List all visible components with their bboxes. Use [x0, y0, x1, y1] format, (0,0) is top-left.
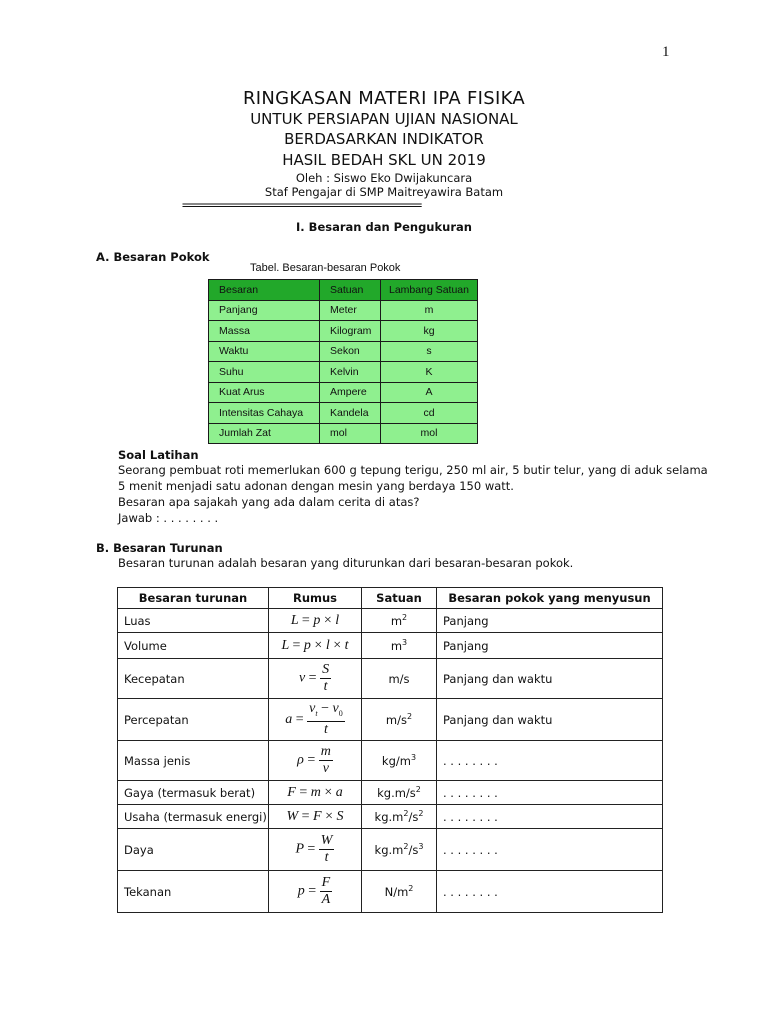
- table-cell: mol: [381, 423, 478, 444]
- section-heading-i: I. Besaran dan Pengukuran: [296, 220, 472, 234]
- affiliation-line: Staf Pengajar di SMP Maitreyawira Batam: [264, 185, 504, 199]
- base-quantities: Panjang dan waktu: [437, 699, 663, 741]
- exercise-question: Besaran apa sajakah yang ada dalam cerita di atas?: [118, 495, 420, 509]
- separator-line: ============================================: [182, 198, 421, 212]
- unit-cell: $N/m^2$: [362, 871, 437, 913]
- quantity-name: Volume: [118, 633, 269, 659]
- unit-cell: $kg.m^2/s^3$: [362, 829, 437, 871]
- table-row: [209, 321, 478, 342]
- unit-cell: $m^3$: [362, 633, 437, 659]
- base-quantities: . . . . . . . .: [437, 805, 663, 829]
- document-title: RINGKASAN MATERI IPA FISIKA: [243, 88, 525, 109]
- table-row: [209, 300, 478, 321]
- formula-daya: P = $\frac{W}{t}$: [269, 829, 362, 871]
- exercise-text-2: 5 menit menjadi satu adonan dengan mesin yang berdaya 150 watt.: [118, 479, 514, 493]
- column-header: Rumus: [269, 588, 362, 609]
- base-quantities: . . . . . . . .: [437, 781, 663, 805]
- table-row: [118, 805, 663, 829]
- table-cell: Kilogram: [320, 321, 381, 342]
- table-cell: Meter: [320, 300, 381, 321]
- unit-cell: m/s: [362, 659, 437, 699]
- quantity-name: Gaya (termasuk berat): [118, 781, 269, 805]
- table-cell: A: [381, 382, 478, 403]
- document-subtitle-2: BERDASARKAN INDIKATOR: [284, 130, 484, 148]
- table-row: [209, 382, 478, 403]
- formula-usaha: W = F × S: [269, 805, 362, 829]
- table-row: [118, 781, 663, 805]
- base-quantities: Panjang: [437, 609, 663, 633]
- unit-cell: $m^2$: [362, 609, 437, 633]
- derived-definition: Besaran turunan adalah besaran yang diturunkan dari besaran-besaran pokok.: [118, 556, 574, 570]
- table-row: [118, 633, 663, 659]
- table-row: [209, 423, 478, 444]
- section-heading-b: B. Besaran Turunan: [96, 541, 223, 555]
- page-number: 1: [662, 44, 670, 60]
- table-cell: mol: [320, 423, 381, 444]
- formula-volume: L = p × l × t: [269, 633, 362, 659]
- table-cell: Ampere: [320, 382, 381, 403]
- unit-cell: $kg/m^3$: [362, 741, 437, 781]
- table-cell: Kandela: [320, 403, 381, 424]
- table-row: [118, 871, 663, 913]
- quantity-name: Massa jenis: [118, 741, 269, 781]
- base-quantities: . . . . . . . .: [437, 871, 663, 913]
- table-row: [118, 699, 663, 741]
- unit-cell: $m/s^2$: [362, 699, 437, 741]
- column-header: Besaran turunan: [118, 588, 269, 609]
- table-row: [209, 362, 478, 383]
- formula-massa-jenis: ρ = $\frac{m}{v}$: [269, 741, 362, 781]
- quantity-name: Tekanan: [118, 871, 269, 913]
- base-quantities: . . . . . . . .: [437, 741, 663, 781]
- quantity-name: Daya: [118, 829, 269, 871]
- column-header: Besaran pokok yang menyusun: [437, 588, 663, 609]
- table-row: [209, 341, 478, 362]
- column-header: Lambang Satuan: [381, 280, 478, 301]
- table-row: [118, 609, 663, 633]
- base-quantities: . . . . . . . .: [437, 829, 663, 871]
- table-header-row: [118, 588, 663, 609]
- author-line: Oleh : Siswo Eko Dwijakuncara: [295, 171, 473, 185]
- base-quantities: Panjang: [437, 633, 663, 659]
- table-cell: K: [381, 362, 478, 383]
- formula-kecepatan: v = $\frac{S}{t}$: [269, 659, 362, 699]
- unit-cell: $kg.m/s^2$: [362, 781, 437, 805]
- table-row: [118, 659, 663, 699]
- formula-luas: L = p × l: [269, 609, 362, 633]
- column-header: Satuan: [362, 588, 437, 609]
- document-subtitle-3: HASIL BEDAH SKL UN 2019: [282, 151, 486, 169]
- quantity-name: Percepatan: [118, 699, 269, 741]
- answer-line: Jawab : . . . . . . . .: [118, 511, 219, 525]
- table-cell: Sekon: [320, 341, 381, 362]
- quantity-name: Luas: [118, 609, 269, 633]
- table-cell: Massa: [209, 321, 320, 342]
- formula-tekanan: p = $\frac{F}{A}$: [269, 871, 362, 913]
- table-cell: kg: [381, 321, 478, 342]
- table-cell: Jumlah Zat: [209, 423, 320, 444]
- table-caption: Tabel. Besaran-besaran Pokok: [250, 262, 401, 274]
- table-cell: s: [381, 341, 478, 362]
- table-cell: m: [381, 300, 478, 321]
- base-quantities-table: [208, 279, 478, 444]
- table-header-row: [209, 280, 478, 301]
- section-heading-a: A. Besaran Pokok: [96, 250, 210, 264]
- table-row: [118, 741, 663, 781]
- table-cell: Kelvin: [320, 362, 381, 383]
- quantity-name: Kecepatan: [118, 659, 269, 699]
- exercise-text-1: Seorang pembuat roti memerlukan 600 g tepung terigu, 250 ml air, 5 butir telur, yang di aduk selama: [118, 463, 708, 477]
- table-cell: cd: [381, 403, 478, 424]
- column-header: Satuan: [320, 280, 381, 301]
- column-header: Besaran: [209, 280, 320, 301]
- quantity-name: Usaha (termasuk energi): [118, 805, 269, 829]
- derived-quantities-table: [117, 587, 663, 913]
- table-cell: Panjang: [209, 300, 320, 321]
- exercise-heading: Soal Latihan: [118, 448, 199, 462]
- table-cell: Waktu: [209, 341, 320, 362]
- formula-percepatan: a = $\frac{v_t - v_0}{t}$: [269, 699, 362, 741]
- base-quantities: Panjang dan waktu: [437, 659, 663, 699]
- unit-cell: $kg.m^2/s^2$: [362, 805, 437, 829]
- table-cell: Suhu: [209, 362, 320, 383]
- document-subtitle-1: UNTUK PERSIAPAN UJIAN NASIONAL: [250, 110, 518, 128]
- table-row: [118, 829, 663, 871]
- formula-gaya: F = m × a: [269, 781, 362, 805]
- table-cell: Kuat Arus: [209, 382, 320, 403]
- table-cell: Intensitas Cahaya: [209, 403, 320, 424]
- table-row: [209, 403, 478, 424]
